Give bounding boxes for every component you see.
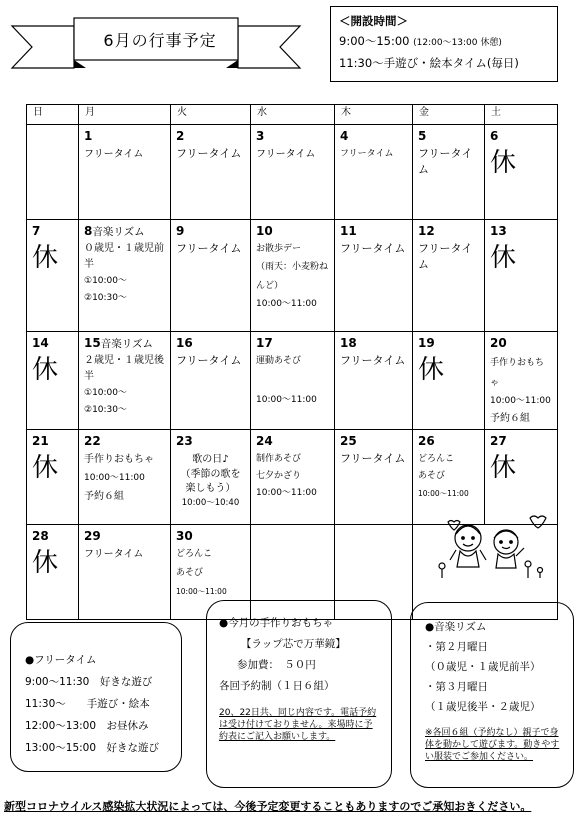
day-time: 10:00～11:00 (256, 299, 317, 309)
footer-notice: 新型コロナウイルス感染拡大状況によっては、今後予定変更することもありますのでご承知おきください。 (4, 800, 532, 813)
calendar-cell-3 (251, 125, 335, 220)
day-event: ０歳児・１歳児前半 (84, 243, 164, 270)
day-event: 歌の日♪ (192, 454, 229, 465)
calendar-cell-7 (27, 220, 79, 332)
music-heading: ●音楽リズム (425, 621, 487, 633)
day-number: 13 (490, 224, 507, 238)
day-number: 7 (32, 224, 41, 238)
weekday-sat: 土 (485, 105, 558, 125)
day-number: 19 (418, 336, 435, 350)
day-reservation: 予約６組 (490, 413, 530, 424)
day-event: フリータイム (84, 149, 144, 160)
closed-label: 休 (32, 243, 59, 273)
hours-heading: ＜開設時間＞ (339, 14, 408, 28)
day-number: 12 (418, 224, 435, 238)
handmade-toy-box (206, 600, 392, 788)
day-number: 29 (84, 529, 101, 543)
music-note: ※各回６組（予約なし）親子で身体を動かして遊びます。動きやすい服装でご参加ください。 (425, 728, 560, 762)
day-number: 26 (418, 434, 435, 448)
calendar-cell-empty (27, 125, 79, 220)
day-event: フリータイム (176, 354, 242, 367)
calendar-cell-17 (251, 332, 335, 430)
day-event: どろんこ (176, 549, 213, 559)
music-line: ・第３月曜日 (425, 681, 488, 693)
calendar-cell-20 (485, 332, 558, 430)
weekday-tue: 火 (171, 105, 251, 125)
day-number: 3 (256, 129, 265, 143)
music-line: （０歳児・１歳児前半） (425, 661, 541, 673)
day-event: 手作りおもちゃ (490, 358, 545, 388)
day-number: 6 (490, 129, 499, 143)
day-number: 22 (84, 434, 101, 448)
closed-label: 休 (490, 453, 517, 483)
calendar-cell-6 (485, 125, 558, 220)
calendar-cell-23 (171, 430, 251, 525)
calendar-cell-8 (79, 220, 171, 332)
day-event: フリータイム (340, 149, 394, 159)
calendar-cell-9 (171, 220, 251, 332)
hours-line-1 (339, 31, 549, 53)
day-number: 30 (176, 529, 193, 543)
session-time-1: ①10:00～ (84, 388, 128, 398)
day-number: 25 (340, 434, 357, 448)
calendar-cell-4 (335, 125, 413, 220)
day-number: 23 (176, 434, 193, 448)
day-number: 5 (418, 129, 427, 143)
day-number: 10 (256, 224, 273, 238)
closed-label: 休 (490, 148, 517, 178)
calendar-cell-5 (413, 125, 485, 220)
day-event-detail: あそび (418, 471, 446, 481)
calendar-cell-15 (79, 332, 171, 430)
day-time: 10:00～10:40 (181, 498, 240, 508)
weekday-header-row (27, 105, 558, 125)
closed-label: 休 (490, 243, 517, 273)
day-event: お散歩デー (256, 244, 302, 254)
day-time: 10:00～11:00 (84, 473, 145, 483)
day-event: 手作りおもちゃ (84, 454, 154, 465)
day-number: 24 (256, 434, 273, 448)
session-time-2: ②10:30～ (84, 405, 128, 415)
closed-label: 休 (418, 355, 445, 385)
calendar-cell-13 (485, 220, 558, 332)
day-time: 10:00～11:00 (256, 395, 317, 405)
day-reservation: 予約６組 (84, 491, 124, 502)
day-time: 10:00～11:00 (256, 488, 317, 498)
music-line: ・第２月曜日 (425, 641, 488, 653)
calendar-cell-1 (79, 125, 171, 220)
session-time-1: ①10:00～ (84, 276, 128, 286)
calendar-cell-10 (251, 220, 335, 332)
day-time: 10:00～11:00 (490, 396, 551, 406)
hours-break-note: (12:00～13:00 休憩) (413, 38, 502, 48)
calendar-cell-2 (171, 125, 251, 220)
day-number: 2 (176, 129, 185, 143)
day-event: どろんこ (418, 454, 455, 464)
day-time: 10:00～11:00 (418, 489, 469, 498)
calendar-cell-22 (79, 430, 171, 525)
day-number: 4 (340, 129, 349, 143)
day-event: フリータイム (340, 242, 406, 255)
free-time-row: 13:00～15:00 好きな遊び (25, 742, 160, 754)
day-number: 17 (256, 336, 273, 350)
day-number: 28 (32, 529, 49, 543)
calendar-cell-21 (27, 430, 79, 525)
day-event-detail: （雨天：小麦粉ねんど） (256, 262, 329, 291)
closed-label: 休 (32, 355, 59, 385)
day-event: フリータイム (84, 549, 144, 560)
day-number: 11 (340, 224, 357, 238)
calendar-cell-26 (413, 430, 485, 525)
free-time-heading: ●フリータイム (25, 654, 97, 666)
day-number: 21 (32, 434, 49, 448)
calendar-cell-25 (335, 430, 413, 525)
day-event-detail: 七夕かざり (256, 471, 302, 481)
hours-line-2: 11:30～手遊び・絵本タイム(毎日) (339, 56, 519, 70)
day-event: フリータイム (418, 147, 473, 176)
day-event: 運動あそび (256, 356, 302, 366)
weekday-thu: 木 (335, 105, 413, 125)
free-time-row: 12:00～13:00 お昼休み (25, 720, 149, 732)
day-event: フリータイム (340, 452, 406, 465)
weekday-wed: 水 (251, 105, 335, 125)
closed-label: 休 (32, 548, 59, 578)
page-title: 6月の行事予定 (103, 31, 217, 50)
calendar-cell-24 (251, 430, 335, 525)
calendar-cell-18 (335, 332, 413, 430)
calendar-cell-29 (79, 525, 171, 620)
music-rhythm-box (410, 602, 574, 788)
calendar-cell-14 (27, 332, 79, 430)
day-number: 9 (176, 224, 185, 238)
weekday-mon: 月 (79, 105, 171, 125)
day-event: フリータイム (340, 354, 406, 367)
calendar-cell-16 (171, 332, 251, 430)
free-time-row: 11:30～ 手遊び・絵本 (25, 698, 150, 710)
calendar-week-3 (27, 332, 558, 430)
session-time-2: ②10:30～ (84, 293, 128, 303)
day-number: 16 (176, 336, 193, 350)
free-time-box (10, 622, 182, 772)
day-event: 制作あそび (256, 454, 302, 464)
day-number: 18 (340, 336, 357, 350)
music-line: （１歳児後半・２歳児） (425, 701, 541, 713)
day-number: 8 (84, 224, 93, 238)
calendar-cell-27 (485, 430, 558, 525)
calendar-week-2 (27, 220, 558, 332)
toy-fee: 参加費： ５０円 (237, 659, 316, 671)
closed-label: 休 (32, 453, 59, 483)
calendar-cell-12 (413, 220, 485, 332)
calendar-week-4 (27, 430, 558, 525)
day-number: 20 (490, 336, 507, 350)
day-event: フリータイム (418, 242, 473, 271)
free-time-row: 9:00～11:30 好きな遊び (25, 676, 153, 688)
toy-item: 【ラップ芯で万華鏡】 (241, 638, 346, 650)
weekday-sun: 日 (27, 105, 79, 125)
day-event: フリータイム (176, 242, 242, 255)
day-number: 15 (84, 336, 101, 350)
day-number: 1 (84, 129, 93, 143)
day-number: 14 (32, 336, 49, 350)
children-illustration-icon (432, 512, 550, 580)
weekday-fri: 金 (413, 105, 485, 125)
opening-hours-box (330, 6, 558, 82)
day-event: ２歳児・１歳児後半 (84, 355, 164, 382)
calendar-week-1 (27, 125, 558, 220)
calendar-cell-11 (335, 220, 413, 332)
calendar-cell-28 (27, 525, 79, 620)
toy-reservation: 各回予約制（１日６組） (219, 680, 335, 692)
day-tag: 音楽リズム (92, 226, 145, 238)
day-event-detail: あそび (176, 568, 204, 578)
day-event: フリータイム (176, 147, 242, 160)
day-tag: 音楽リズム (100, 338, 153, 350)
day-number: 27 (490, 434, 507, 448)
day-time: 10:00～11:00 (176, 587, 227, 596)
toy-heading: ●今月の手作りおもちゃ (219, 617, 334, 629)
toy-note: 20、22日共、同じ内容です。電話予約は受け付けておりません。来場時に予約表にご記入お願いします。 (219, 708, 377, 742)
day-event-detail: （季節の歌を楽しもう） (180, 469, 241, 494)
hours-time: 9:00～15:00 (339, 34, 410, 48)
day-event: フリータイム (256, 149, 316, 160)
calendar-cell-19 (413, 332, 485, 430)
